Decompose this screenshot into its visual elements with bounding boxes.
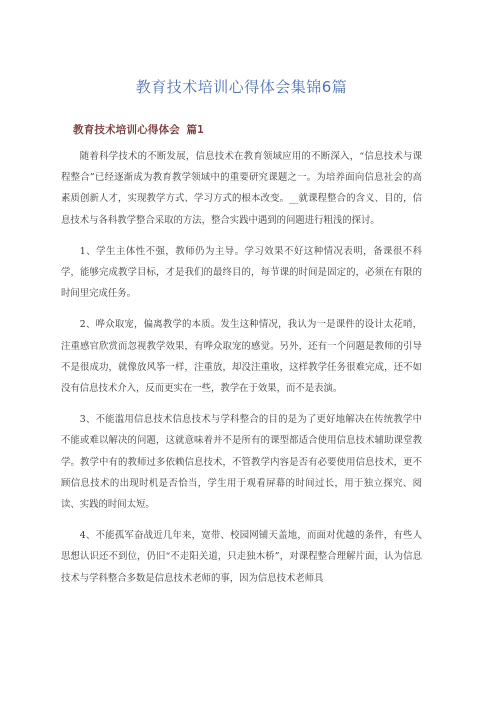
paragraph-intro: 随着科学技术的不断发展，信息技术在教育领域应用的不断深入，“信息技术与课程整合”已经逐渐成为教育教学领域中的重要研究课题之一。为培养面向信息社会的高素质创新人才，实现教学方式、学习方式的根本改变。__就课程整合的含义、目的，信息技术与各科教学整合采取的方法，整合实践中遇到的问题进行粗浅的探讨。 (61, 151, 422, 226)
paragraph-point-3: 3、不能滥用信息技术信息技术与学科整合的目的是为了更好地解决在传统教学中不能或难以解决的问题，这就意味着并不是所有的课型都适合使用信息技术辅助课堂教学。教学中有的教师过多依赖信息技术，不管教学内容是否有必要使用信息技术，更不顾信息技术的出现时机是否恰当，学生用于观看屏幕的时间过长，用于独立探究、阅读、实践的时间太短。 (61, 414, 422, 511)
document-title: 教育技术培训心得体会集锦6篇 (135, 78, 348, 96)
section-heading: 教育技术培训心得体会 篇1 (73, 124, 204, 136)
paragraph-point-2: 2、哗众取宠，偏离教学的本质。发生这种情况，我认为一是课件的设计太花哨，注重感官欣赏而忽视教学效果，有哗众取宠的感觉。另外，还有一个问题是教师的引导不是很成功，就像放风筝一样，注重放，却没注重收，这样教学任务很难完成，还不如没有信息技术介入，反而更实在一些，教学在于效果，而不是表演。 (61, 319, 422, 395)
paragraph-point-4: 4、不能孤军奋战近几年来，宽带、校园网铺天盖地，而面对优越的条件，有些人思想认识还不到位，仍旧“不走阳关道，只走独木桥”，对课程整合理解片面，认为信息技术与学科整合多数是信息技术老师的事，因为信息技术老师具 (61, 530, 422, 584)
paragraph-point-1: 1、学生主体性不强，教师仍为主导。学习效果不好这种情况表明，备课很不科学，能够完成教学目标，才是我们的最终目的，每节课的时间是固定的，必须在有限的时间里完成任务。 (61, 245, 422, 300)
